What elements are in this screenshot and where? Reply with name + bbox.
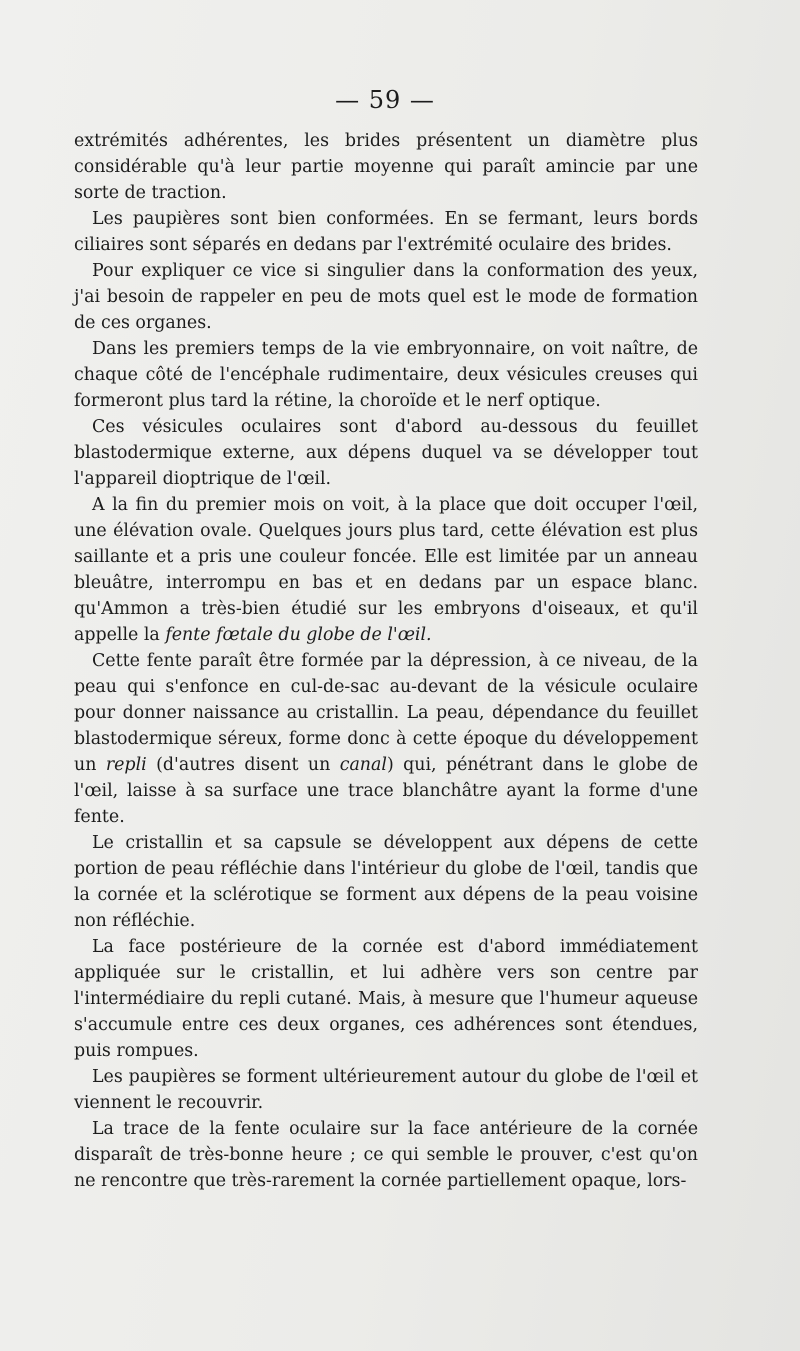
paragraph-3: Pour expliquer ce vice si singulier dans la conformation des yeux, j'ai besoin de rappeler en peu de mots quel est le mode de formation de ces organes. <box>74 261 698 333</box>
paragraph-7-text-b: (d'autres disent un <box>146 755 340 775</box>
paragraph-6 <box>74 492 698 648</box>
paragraph-9: La face postérieure de la cornée est d'abord immédiatement appliquée sur le cristallin, et lui adhère vers son centre par l'intermédiaire du repli cutané. Mais, à mesure que l'humeur aqueuse s'accumule entre ces deux organes, ces adhérences sont étendues, puis rompues. <box>74 937 698 1061</box>
paragraph-11: La trace de la fente oculaire sur la face antérieure de la cornée disparaît de très-bonne heure ; ce qui semble le prouver, c'est qu'on ne rencontre que très-rarement la cornée partiellement opaque, lors- <box>74 1119 698 1191</box>
paragraph-5: Ces vésicules oculaires sont d'abord au-dessous du feuillet blastodermique externe, aux dépens duquel va se développer tout l'appareil dioptrique de l'œil. <box>74 417 698 489</box>
paragraph-7-text-c: ) qui, pénétrant dans le globe de l'œil, laisse à sa surface une trace blanchâtre ayant la forme d'une fente. <box>74 755 698 827</box>
paragraph-7 <box>74 648 698 830</box>
paragraph-6-text: A la fin du premier mois on voit, à la place que doit occuper l'œil, une élévation ovale. Quelques jours plus tard, cette élévation est plus saillante et a pris une couleur foncée. Elle est limitée par un anneau bleuâtre, interrompu en bas et en dedans par un espace blanc. qu'Ammon a très-bien étudié sur les embryons d'oiseaux, et qu'il appelle la <box>74 495 698 645</box>
body-text <box>74 128 698 1194</box>
paragraph-2: Les paupières sont bien conformées. En se fermant, leurs bords ciliaires sont séparés en dedans par l'extrémité oculaire des brides. <box>74 209 698 255</box>
paragraph-4: Dans les premiers temps de la vie embryonnaire, on voit naître, de chaque côté de l'encéphale rudimentaire, deux vésicules creuses qui formeront plus tard la rétine, la choroïde et le nerf optique. <box>74 339 698 411</box>
paragraph-7-italic-canal: canal <box>339 755 387 775</box>
paragraph-6-italic: fente fœtale du globe de l'œil. <box>165 625 432 645</box>
page-number: — 59 — <box>335 86 435 114</box>
paragraph-7-text-a: Cette fente paraît être formée par la dépression, à ce niveau, de la peau qui s'enfonce en cul-de-sac au-devant de la vésicule oculaire pour donner naissance au cristallin. La peau, dépendance du feuillet blastodermique séreux, forme donc à cette époque du développement un <box>74 651 698 775</box>
paragraph-10: Les paupières se forment ultérieurement autour du globe de l'œil et viennent le recouvrir. <box>74 1067 698 1113</box>
paragraph-8: Le cristallin et sa capsule se développent aux dépens de cette portion de peau réfléchie dans l'intérieur du globe de l'œil, tandis que la cornée et la sclérotique se forment aux dépens de la peau voisine non réfléchie. <box>74 833 698 931</box>
paragraph-1: extrémités adhérentes, les brides présentent un diamètre plus considérable qu'à leur partie moyenne qui paraît amincie par une sorte de traction. <box>74 131 698 203</box>
paragraph-7-italic-repli: repli <box>105 755 147 775</box>
